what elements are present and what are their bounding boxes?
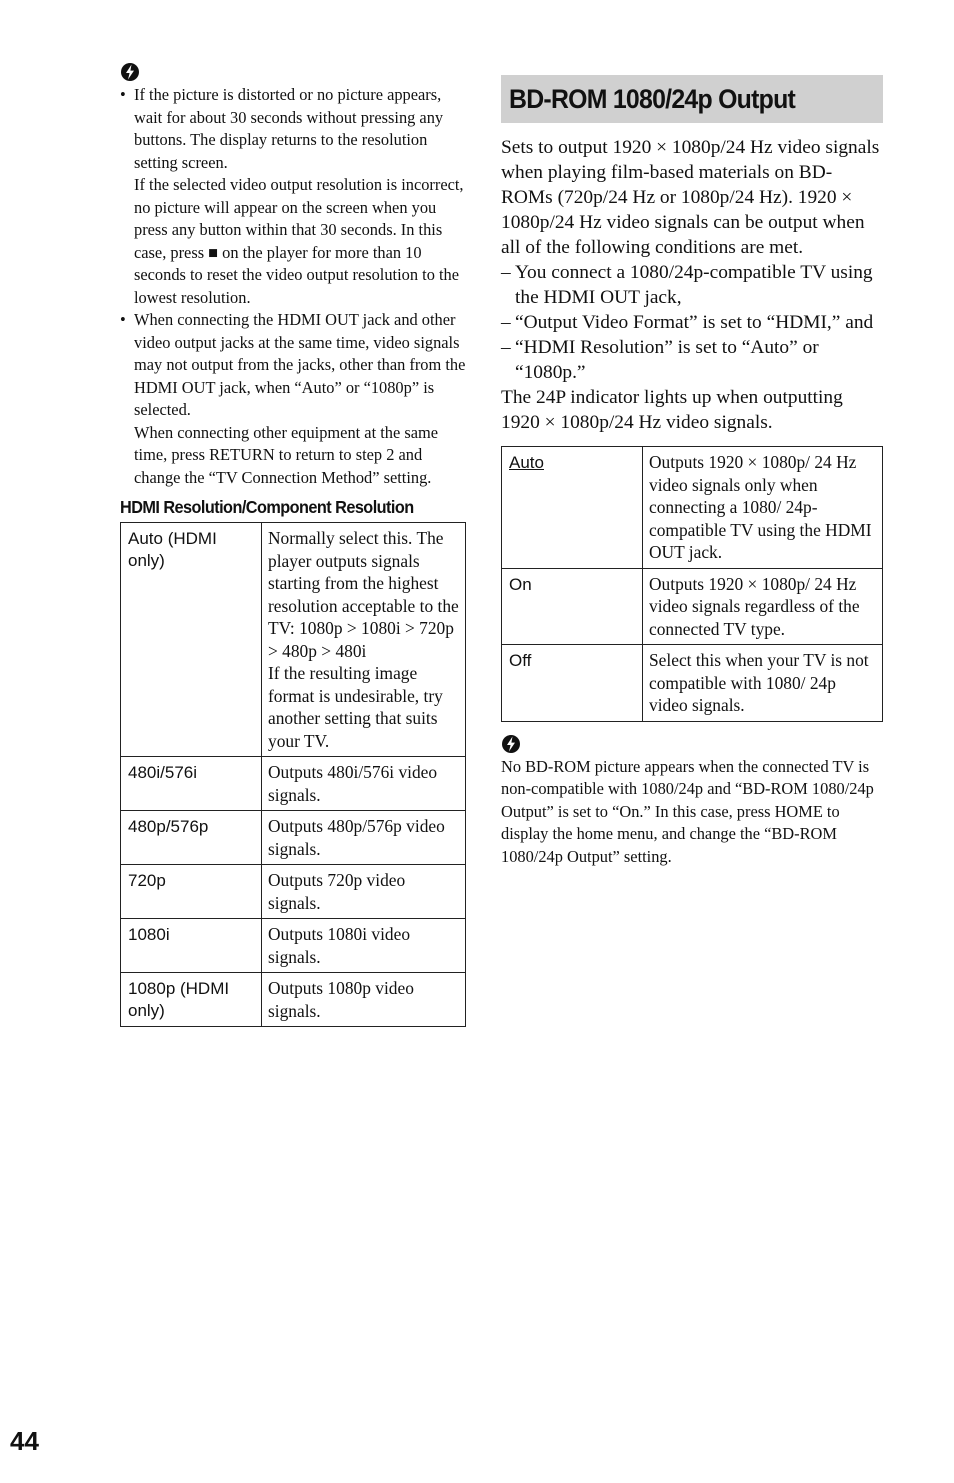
notes-list bbox=[120, 84, 466, 489]
page-number: 44 bbox=[10, 1426, 39, 1456]
option-description-text: If the resulting image format is undesirable, try another setting that suits your TV. bbox=[268, 663, 443, 751]
resolution-table bbox=[120, 522, 466, 1027]
table-row bbox=[121, 523, 466, 757]
section-title bbox=[501, 75, 883, 123]
note-text: When connecting other equipment at the same time, press RETURN to return to step 2 and change the “TV Connection Method” setting. bbox=[134, 422, 439, 487]
section-body bbox=[501, 135, 883, 435]
table-heading: HDMI Resolution/Component Resolution bbox=[120, 497, 414, 517]
table-row bbox=[502, 568, 883, 645]
option-description: Outputs 1920 × 1080p/ 24 Hz video signals only when connecting a 1080/ 24p-compatible TV using the HDMI OUT jack. bbox=[643, 447, 883, 569]
option-name: 1080i bbox=[121, 919, 262, 973]
list-item bbox=[120, 84, 466, 309]
option-description: Outputs 480p/576p video signals. bbox=[262, 811, 466, 865]
option-description: Outputs 1080i video signals. bbox=[262, 919, 466, 973]
note-block bbox=[501, 734, 883, 869]
note-text: No BD-ROM picture appears when the connected TV is non-compatible with 1080/24p and “BD-ROM 1080/24p Output” is set to “On.” In this case, press HOME to display the home menu, and change the “BD-ROM 1080/24p Output” setting. bbox=[501, 756, 874, 866]
intro-paragraph: Sets to output 1920 × 1080p/24 Hz video signals when playing film-based materials on BD-ROMs (720p/24 Hz or 1080p/24 Hz). 1920 × 1080p/24 Hz video signals can be output when all of the following conditions are met. bbox=[501, 137, 880, 258]
note-lightning-icon bbox=[501, 734, 521, 754]
note-text: If the selected video output resolution is incorrect, no picture will appear on the screen when you press any button within that 30 seconds. In this case, press ■ on the player for more than 10 seconds to reset the video output resolution to the lowest resolution. bbox=[134, 175, 464, 307]
conditions-list bbox=[501, 260, 883, 385]
option-description bbox=[262, 523, 466, 757]
note-lightning-icon bbox=[120, 62, 140, 82]
option-name: On bbox=[502, 568, 643, 645]
option-name: 1080p (HDMI only) bbox=[121, 973, 262, 1027]
table-row bbox=[121, 811, 466, 865]
option-name: Off bbox=[502, 645, 643, 722]
table-row bbox=[121, 919, 466, 973]
list-item bbox=[120, 309, 466, 489]
output-table bbox=[501, 446, 883, 722]
option-description-text: Normally select this. The player outputs signals starting from the highest resolution acceptable to the TV: 1080p > 1080i > 720p > 480p > 480i bbox=[268, 528, 459, 661]
option-description: Outputs 720p video signals. bbox=[262, 865, 466, 919]
option-name: 480i/576i bbox=[121, 757, 262, 811]
option-description: Outputs 1080p video signals. bbox=[262, 973, 466, 1027]
table-row bbox=[121, 757, 466, 811]
option-name: Auto (HDMI only) bbox=[121, 523, 262, 757]
option-description: Outputs 1920 × 1080p/ 24 Hz video signals regardless of the connected TV type. bbox=[643, 568, 883, 645]
list-item: – “Output Video Format” is set to “HDMI,” and bbox=[501, 310, 883, 335]
right-column bbox=[501, 75, 883, 868]
option-description: Outputs 480i/576i video signals. bbox=[262, 757, 466, 811]
note-text: • If the picture is distorted or no picture appears, wait for about 30 seconds without pressing any buttons. The display returns to the resolution setting screen. bbox=[134, 85, 444, 172]
note-text: • When connecting the HDMI OUT jack and other video output jacks at the same time, video signals may not output from the jacks, other than from the HDMI OUT jack, when “Auto” or “1080p” is selected. bbox=[134, 310, 466, 419]
option-name: 480p/576p bbox=[121, 811, 262, 865]
table-row bbox=[502, 645, 883, 722]
table-row bbox=[502, 447, 883, 569]
option-name: 720p bbox=[121, 865, 262, 919]
outro-paragraph: The 24P indicator lights up when outputting 1920 × 1080p/24 Hz video signals. bbox=[501, 387, 843, 433]
option-description: Select this when your TV is not compatible with 1080/ 24p video signals. bbox=[643, 645, 883, 722]
section-title-text: BD-ROM 1080/24p Output bbox=[509, 84, 796, 114]
left-column bbox=[120, 62, 466, 1027]
list-item: – You connect a 1080/24p-compatible TV using the HDMI OUT jack, bbox=[501, 260, 883, 310]
option-name bbox=[502, 447, 643, 569]
table-row bbox=[121, 865, 466, 919]
default-option-label: Auto bbox=[509, 453, 544, 472]
list-item: – “HDMI Resolution” is set to “Auto” or “1080p.” bbox=[501, 335, 883, 385]
table-row bbox=[121, 973, 466, 1027]
